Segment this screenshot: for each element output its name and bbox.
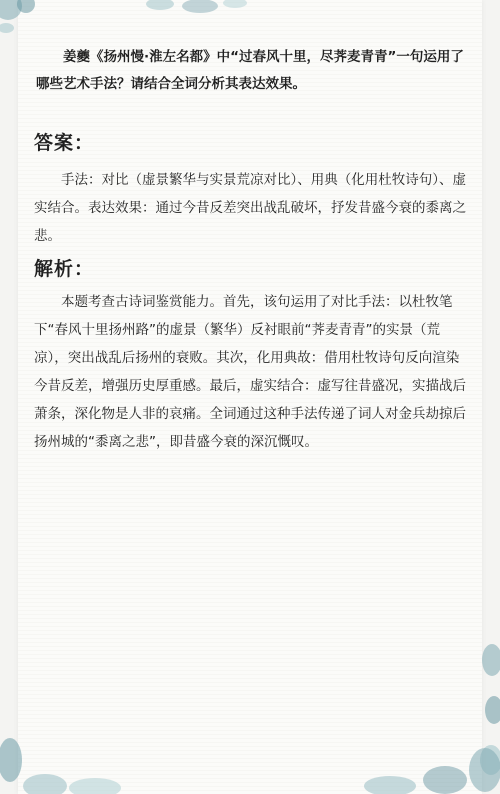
analysis-text: 本题考查古诗词鉴赏能力。首先，该句运用了对比手法：以杜牧笔下“春风十里扬州路”的虚景（繁华）反衬眼前“荠麦青青”的实景（荒凉），突出战乱后扬州的衰败。其次，化用典故：借用杜牧诗句反向渲染今昔反差，增强历史厚重感。最后，虚实结合：虚写往昔盛况，实描战后萧条，深化物是人非的哀痛。全词通过这种手法传递了词人对金兵劫掠后扬州城的“黍离之悲”，即昔盛今衰的深沉慨叹。 — [34, 294, 466, 450]
question-text: 姜夔《扬州慢·淮左名都》中“过春风十里，尽荠麦青青”一句运用了哪些艺术手法？请结合全词分析其表达效果。 — [36, 49, 464, 92]
answer-text: 手法：对比（虚景繁华与实景荒凉对比）、用典（化用杜牧诗句）、虚实结合。表达效果：通过今昔反差突出战乱破坏，抒发昔盛今衰的黍离之悲。 — [34, 172, 466, 244]
analysis-heading: 解析： — [34, 258, 95, 280]
answer-heading: 答案： — [34, 132, 95, 154]
